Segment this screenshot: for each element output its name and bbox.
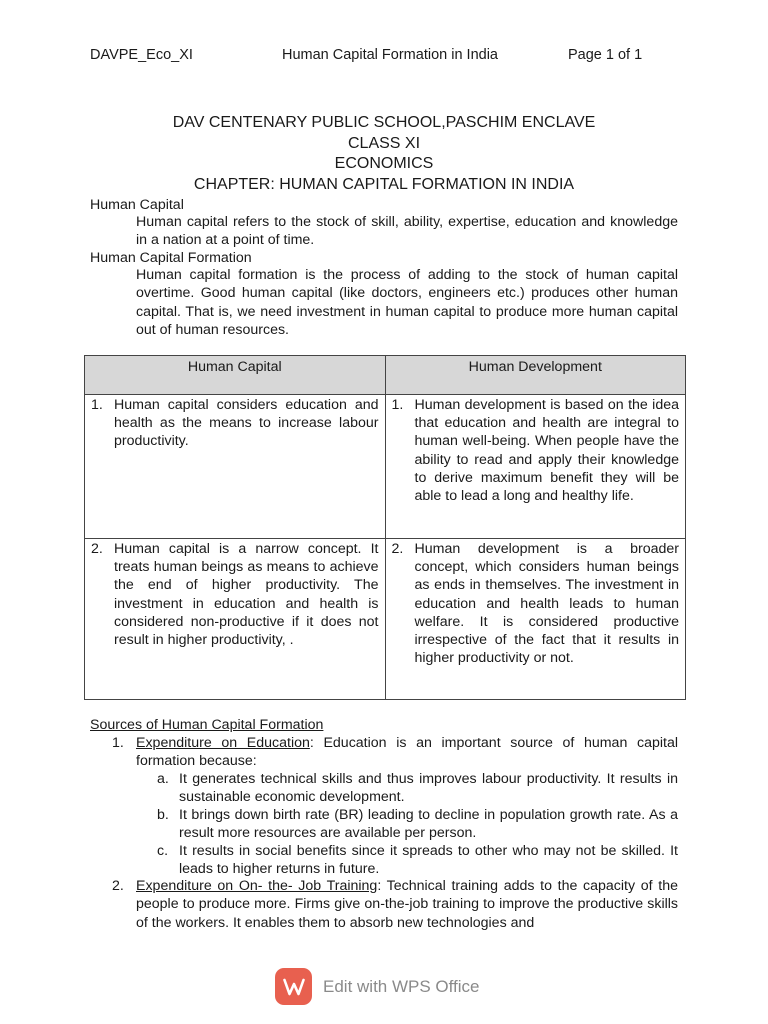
header-doc-code: DAVPE_Eco_XI — [90, 47, 193, 63]
list-item — [157, 842, 678, 879]
point-text: Human development is based on the idea that education and health are integral to human well-being. When people have the ability to read and apply their knowledge to derive maximum benefit they will be able to lead a long and healthy life. — [414, 397, 679, 505]
table-cell-human-capital — [85, 539, 386, 700]
table-row — [85, 539, 686, 700]
item-text: : Technical training adds to the capacity of the people to produce more. Firms give on-the-job training to improve the productive skills of the workers. It enables them to absorb new technologies and — [136, 878, 678, 931]
table-cell-human-development — [385, 395, 686, 539]
item-number: 2. — [112, 878, 124, 894]
point-text: Human capital is a narrow concept. It treats human beings as means to achieve the end of higher productivity. The investment in education and health is considered non-productive if it does not result in higher productivity, . — [114, 541, 379, 649]
class-label: CLASS XI — [347, 134, 421, 152]
chapter-title: CHAPTER: HUMAN CAPITAL FORMATION IN INDIA — [193, 175, 575, 193]
sub-item-letter: c. — [157, 843, 169, 859]
point-number: 2. — [391, 541, 404, 557]
column-header-human-capital: Human Capital — [85, 356, 386, 395]
header-page-number: Page 1 of 1 — [568, 47, 643, 63]
edit-with-wps-banner[interactable] — [275, 968, 480, 1005]
point-number: 2. — [91, 541, 103, 557]
table-cell-human-capital — [85, 395, 386, 539]
formation-heading: Human Capital Formation — [90, 250, 252, 266]
sub-item-letter: b. — [157, 807, 169, 823]
human-capital-definition: Human capital refers to the stock of skill, ability, expertise, education and knowledge in a nation at a point of time. — [136, 214, 678, 249]
comparison-table — [84, 355, 686, 700]
school-name: DAV CENTENARY PUBLIC SCHOOL,PASCHIM ENCLAVE — [172, 114, 596, 131]
table-cell-human-development — [385, 539, 686, 700]
item-lead: Expenditure on Education — [136, 735, 310, 751]
item-text-wrap — [136, 877, 678, 932]
wps-office-logo-icon — [275, 968, 312, 1005]
sources-heading: Sources of Human Capital Formation — [90, 717, 324, 733]
sub-item-text: It results in social benefits since it spreads to other who may not be skilled. It leads to higher returns in future. — [179, 843, 678, 878]
column-header-human-development: Human Development — [385, 356, 686, 395]
point-text: Human capital considers education and health as the means to increase labour productivity. — [114, 397, 379, 450]
sub-item-text: It brings down birth rate (BR) leading to decline in population growth rate. As a result more resources are available per person. — [179, 807, 678, 842]
human-capital-heading: Human Capital — [90, 197, 184, 213]
subject-label: ECONOMICS — [334, 155, 434, 172]
point-text: Human development is a broader concept, which considers human beings as ends in themselves. The investment in education and health leads to human welfare. It is considered productive irrespective of the fact that it results in higher productivity or not. — [414, 541, 679, 667]
point-number: 1. — [91, 397, 103, 413]
list-item — [157, 806, 678, 843]
point-number: 1. — [391, 397, 404, 413]
list-item — [157, 770, 678, 807]
item-number: 1. — [112, 735, 124, 751]
edit-with-wps-label: Edit with WPS Office — [323, 976, 480, 996]
item-text-wrap — [136, 734, 678, 771]
sub-item-text: It generates technical skills and thus improves labour productivity. It results in sustainable economic development. — [179, 771, 678, 806]
item-text: : Education is an important source of human capital formation because: — [136, 735, 678, 770]
formation-definition: Human capital formation is the process of adding to the stock of human capital overtime. Good human capital (like doctors, engineers etc.) produces other human capital. That is, we need investment in human capital to produce more human capital out of human resources. — [136, 267, 678, 338]
item-lead: Expenditure on On- the- Job Training — [136, 878, 378, 894]
list-item — [112, 734, 678, 771]
document-title-block — [0, 113, 768, 195]
table-header-row — [85, 356, 686, 395]
sub-item-letter: a. — [157, 771, 169, 787]
table-row — [85, 395, 686, 539]
list-item — [112, 877, 678, 932]
header-doc-title: Human Capital Formation in India — [282, 47, 498, 63]
